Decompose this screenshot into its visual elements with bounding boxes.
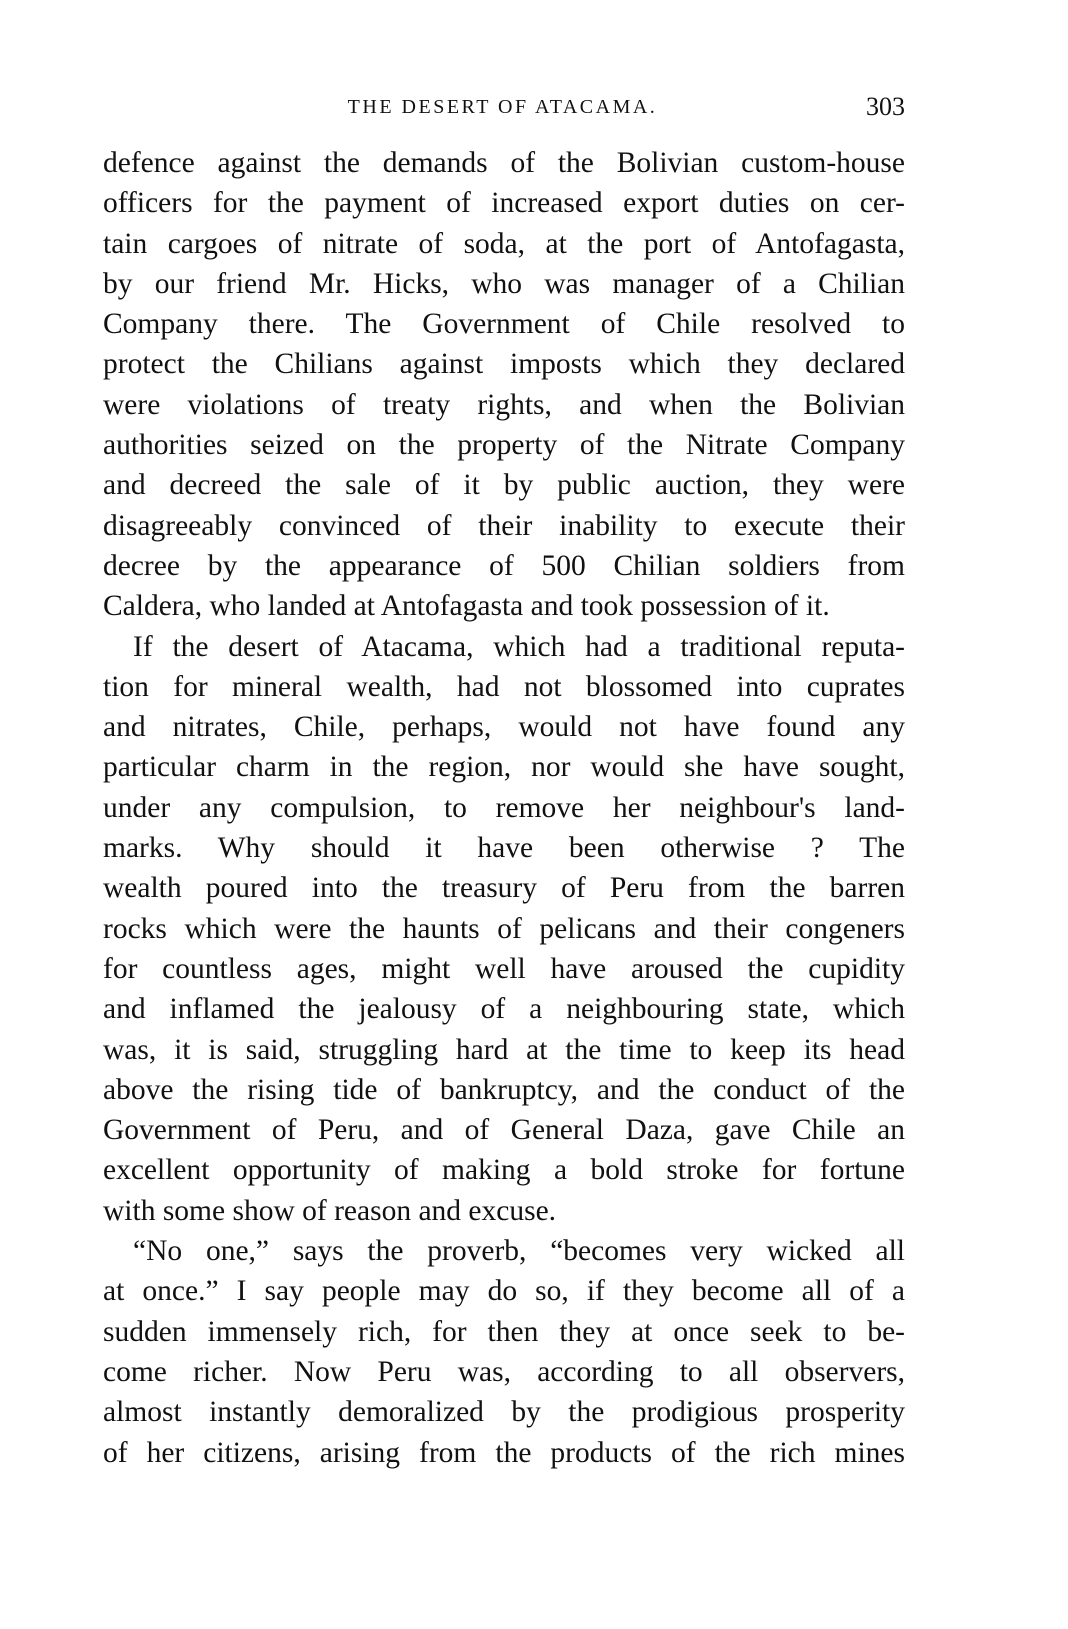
body-text	[103, 143, 905, 1473]
text-line: particular charm in the region, nor would she have sought,	[103, 751, 905, 784]
text-line: of her citizens, arising from the products of the rich mines	[103, 1436, 905, 1469]
text-line: come richer. Now Peru was, according to all observers,	[103, 1355, 905, 1388]
text-line: at once.” I say people may do so, if they become all of a	[103, 1275, 905, 1308]
text-line: Company there. The Government of Chile resolved to	[103, 308, 905, 341]
text-line: with some show of reason and excuse.	[103, 1194, 557, 1227]
text-line: tion for mineral wealth, had not blossomed into cuprates	[103, 670, 905, 703]
text-line: If the desert of Atacama, which had a traditional reputa-	[133, 630, 905, 663]
text-line: tain cargoes of nitrate of soda, at the port of Antofagasta,	[103, 227, 905, 260]
running-title: THE DESERT OF ATACAMA.	[347, 96, 658, 118]
text-line: sudden immensely rich, for then they at once seek to be-	[103, 1315, 905, 1348]
text-line: and nitrates, Chile, perhaps, would not have found any	[103, 711, 905, 744]
text-line: decree by the appearance of 500 Chilian soldiers from	[103, 549, 905, 582]
text-line: by our friend Mr. Hicks, who was manager of a Chilian	[103, 267, 905, 300]
text-line: authorities seized on the property of the Nitrate Company	[103, 429, 905, 462]
text-line: excellent opportunity of making a bold stroke for fortune	[103, 1154, 905, 1187]
text-line: above the rising tide of bankruptcy, and the conduct of the	[103, 1073, 905, 1106]
text-line: for countless ages, might well have aroused the cupidity	[103, 952, 905, 985]
text-line: and inflamed the jealousy of a neighbouring state, which	[103, 993, 905, 1026]
text-line: was, it is said, struggling hard at the time to keep its head	[103, 1033, 905, 1066]
text-line: Caldera, who landed at Antofagasta and took possession of it.	[103, 590, 830, 623]
text-line: officers for the payment of increased export duties on cer-	[103, 187, 905, 220]
text-line: under any compulsion, to remove her neighbour's land-	[103, 791, 905, 824]
text-line: wealth poured into the treasury of Peru from the barren	[103, 872, 905, 905]
text-line: defence against the demands of the Bolivian custom-house	[103, 147, 905, 179]
text-line: protect the Chilians against imposts which they declared	[103, 348, 905, 381]
text-line: and decreed the sale of it by public auction, they were	[103, 469, 905, 502]
text-line: rocks which were the haunts of pelicans and their congeners	[103, 912, 905, 945]
page-number: 303	[866, 92, 905, 121]
running-head	[100, 92, 905, 128]
text-line: disagreeably convinced of their inability to execute their	[103, 509, 905, 542]
text-line: were violations of treaty rights, and when the Bolivian	[103, 388, 905, 421]
text-line: almost instantly demoralized by the prodigious prosperity	[103, 1396, 905, 1429]
text-line: Government of Peru, and of General Daza, gave Chile an	[103, 1114, 905, 1147]
text-line: “No one,” says the proverb, “becomes very wicked all	[133, 1235, 905, 1268]
text-line: marks. Why should it have been otherwise ? The	[103, 832, 905, 865]
